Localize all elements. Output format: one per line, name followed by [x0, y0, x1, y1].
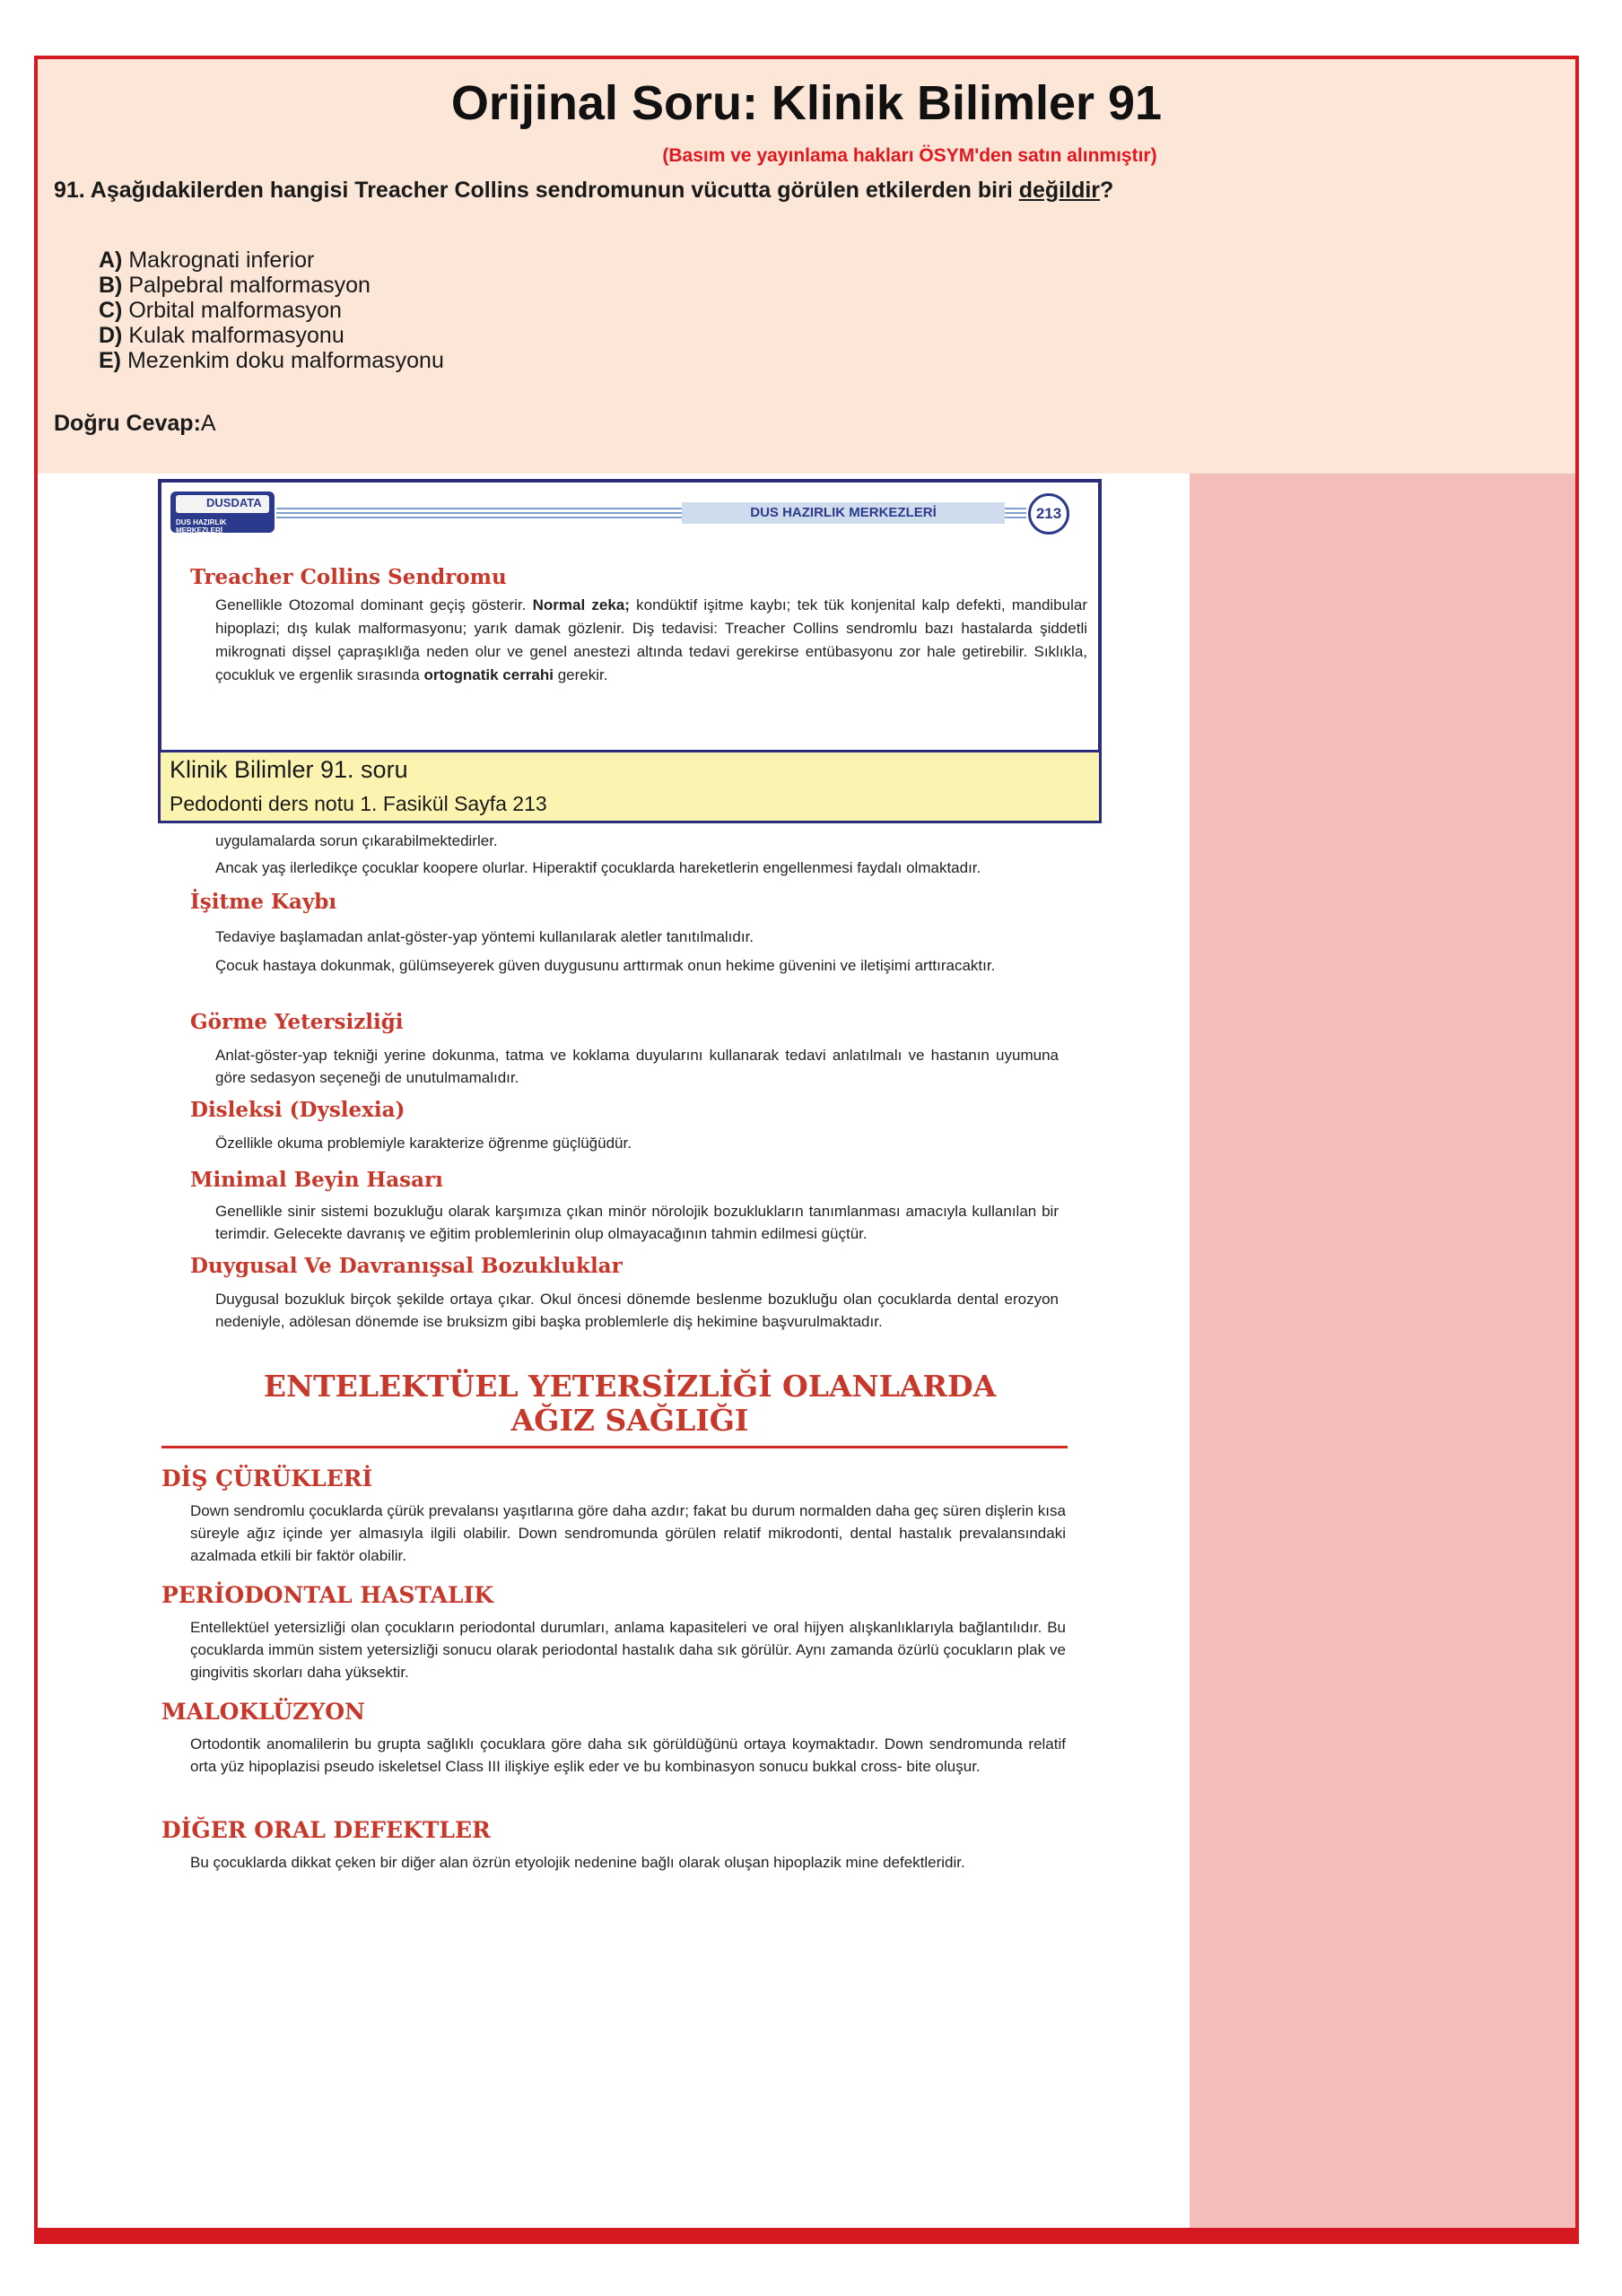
header-center-text: DUS HAZIRLIK MERKEZLERİ [682, 502, 1005, 524]
option-letter: B) [99, 273, 123, 298]
option-b [99, 273, 444, 298]
page-number: 213 [1028, 493, 1069, 535]
paragraph: Down sendromlu çocuklarda çürük prevalansı yaşıtlarına göre daha azdır; fakat bu durum normalden daha geç süren dişlerin kısa süreyle ağız içinde yer almasıyla ilgili olabilir. Down sendromunda görülen relatif mikrodonti, dental hastalık prevalansındaki azalmada etkili bir faktör olabilir. [190, 1502, 1066, 1564]
paragraph: Ancak yaş ilerledikçe çocuklar koopere olurlar. Hiperaktif çocuklarda hareketlerin engellenmesi faydalı olmaktadır. [215, 859, 981, 876]
option-e [99, 348, 444, 373]
chapter-title-line-1: ENTELEKTÜEL YETERSİZLİĞİ OLANLARDA [263, 1369, 997, 1404]
note-line-1: Klinik Bilimler 91. soru [170, 756, 408, 783]
dusdata-logo [170, 491, 275, 533]
answer-value: A [200, 411, 216, 436]
side-margin [1190, 474, 1575, 2228]
logo-subtitle: DUS HAZIRLIK MERKEZLERİ [176, 518, 227, 535]
option-d [99, 323, 444, 348]
paragraph: Ortodontik anomalilerin bu grupta sağlıklı çocuklara göre daha sık görüldüğünü ortaya koymaktadır. Down sendromunda relatif orta yüz hipoplazisi pseudo iskeletsel Class III ilişkiye eşlik eder ve bu kombinasyon sonucu bukkal cross- bite oluşur. [190, 1735, 1066, 1775]
paragraph: Anlat-göster-yap tekniği yerine dokunma, tatma ve koklama duyularını kullanarak tedavi anlatılmalı ve hastanın uyumuna göre sedasyon seçeneği de unutulmamalıdır. [215, 1047, 1059, 1086]
source-note [158, 750, 1102, 823]
option-letter: E) [99, 348, 121, 373]
paragraph: uygulamalarda sorun çıkarabilmektedirler. [215, 832, 498, 849]
section-heading-malok: MALOKLÜZYON [161, 1699, 365, 1725]
section-heading-gorme: Görme Yetersizliği [190, 1010, 404, 1034]
paragraph: Çocuk hastaya dokunmak, gülümseyerek güven duygusunu arttırmak onun hekime güvenini ve iletişimi arttıracaktır. [215, 957, 996, 974]
option-text: Kulak malformasyonu [122, 323, 344, 348]
logo-text: DUSDATA [206, 496, 262, 509]
option-letter: D) [99, 323, 123, 348]
paragraph: Bu çocuklarda dikkat çeken bir diğer alan özrün etyolojik nedenine bağlı olarak oluşan hipoplazik mine defektleridir. [190, 1854, 965, 1871]
page-header-box [158, 479, 1102, 766]
option-text: Mezenkim doku malformasyonu [121, 348, 444, 373]
note-line-2: Pedodonti ders notu 1. Fasikül Sayfa 213 [170, 792, 547, 815]
option-text: Palpebral malformasyon [122, 273, 371, 298]
stem-prefix: 91. Aşağıdakilerden hangisi Treacher Collins sendromunun vücutta görülen etkilerden biri [54, 178, 1019, 203]
option-text: Orbital malformasyon [122, 298, 342, 323]
section-heading-isitme: İşitme Kaybı [190, 890, 337, 914]
answer-label: Doğru Cevap: [54, 411, 201, 436]
option-letter: C) [99, 298, 123, 323]
option-text: Makrognati inferior [122, 248, 315, 273]
question-panel [38, 59, 1575, 474]
copyright-note: (Basım ve yayınlama hakları ÖSYM'den satın alınmıştır) [662, 145, 1157, 166]
paragraph: Duygusal bozukluk birçok şekilde ortaya çıkar. Okul öncesi dönemde beslenme bozukluğu olan çocuklarda dental erozyon nedeniyle, adölesan dönemde ise bruksizm gibi başka problemlerle diş hekimine başvurulmaktadır. [215, 1291, 1059, 1330]
option-letter: A) [99, 248, 123, 273]
stem-suffix: ? [1100, 178, 1114, 203]
paragraph: Tedaviye başlamadan anlat-göster-yap yöntemi kullanılarak aletler tanıtılmalıdır. [215, 928, 754, 945]
title-rule [161, 1446, 1068, 1448]
question-stem [54, 178, 1113, 204]
section-heading-curuk: DİŞ ÇÜRÜKLERİ [161, 1465, 373, 1492]
correct-answer [54, 411, 216, 437]
paragraph: Entellektüel yetersizliği olan çocukların periodontal durumları, anlama kapasiteleri ve oral hijyen alışkanlıklarıyla bağlantılıdır. Bu çocuklarda immün sistem yetersizliği sonucu olarak periodontal hastalık daha sık görülür. Aynı zamanda özürlü çocukların plak ve gingivitis skorları daha yüksektir. [190, 1619, 1066, 1681]
section-heading-perio: PERİODONTAL HASTALIK [161, 1582, 494, 1608]
stem-negation: değildir [1018, 178, 1101, 203]
section-heading-disleksi: Disleksi (Dyslexia) [190, 1098, 406, 1122]
paragraph: Özellikle okuma problemiyle karakterize öğrenme güçlüğüdür. [215, 1135, 632, 1152]
paragraph: Genellikle sinir sistemi bozukluğu olarak karşımıza çıkan minör nörolojik bozuklukların tanımlanması amacıyla kullanılan bir terimdir. Gelecekte davranış ve eğitim problemlerinin olup olmayacağının tahmin edilmesi güçtür. [215, 1203, 1059, 1242]
section-heading-treacher: Treacher Collins Sendromu [190, 565, 507, 589]
section-heading-diger: DİĞER ORAL DEFEKTLER [161, 1817, 491, 1843]
section-heading-duygusal: Duygusal Ve Davranışsal Bozukluklar [190, 1254, 623, 1278]
chapter-title-line-2: AĞIZ SAĞLIĞI [510, 1403, 749, 1438]
answer-options [99, 248, 444, 373]
question-title: Orijinal Soru: Klinik Bilimler 91 [450, 76, 1163, 130]
section-heading-minimal: Minimal Beyin Hasarı [190, 1168, 443, 1192]
option-a [99, 248, 444, 273]
treacher-paragraph: Genellikle Otozomal dominant geçiş gösterir. Normal zeka; kondüktif işitme kaybı; tek tük konjenital kalp defekti, mandibular hipoplazi; dış kulak malformasyonu; yarık damak gözlenir. Diş tedavisi: Treacher Collins sendromlu bazı hastalarda şiddetli mikrognati dişsel çapraşıklığa neden olur ve genel anestezi altında tedavi gerekirse entübasyonu zor hale getirebilir. Sıklıkla, çocukluk ve ergenlik sırasında ortognatik cerrahi gerekir. [215, 596, 1087, 683]
option-c [99, 298, 444, 323]
